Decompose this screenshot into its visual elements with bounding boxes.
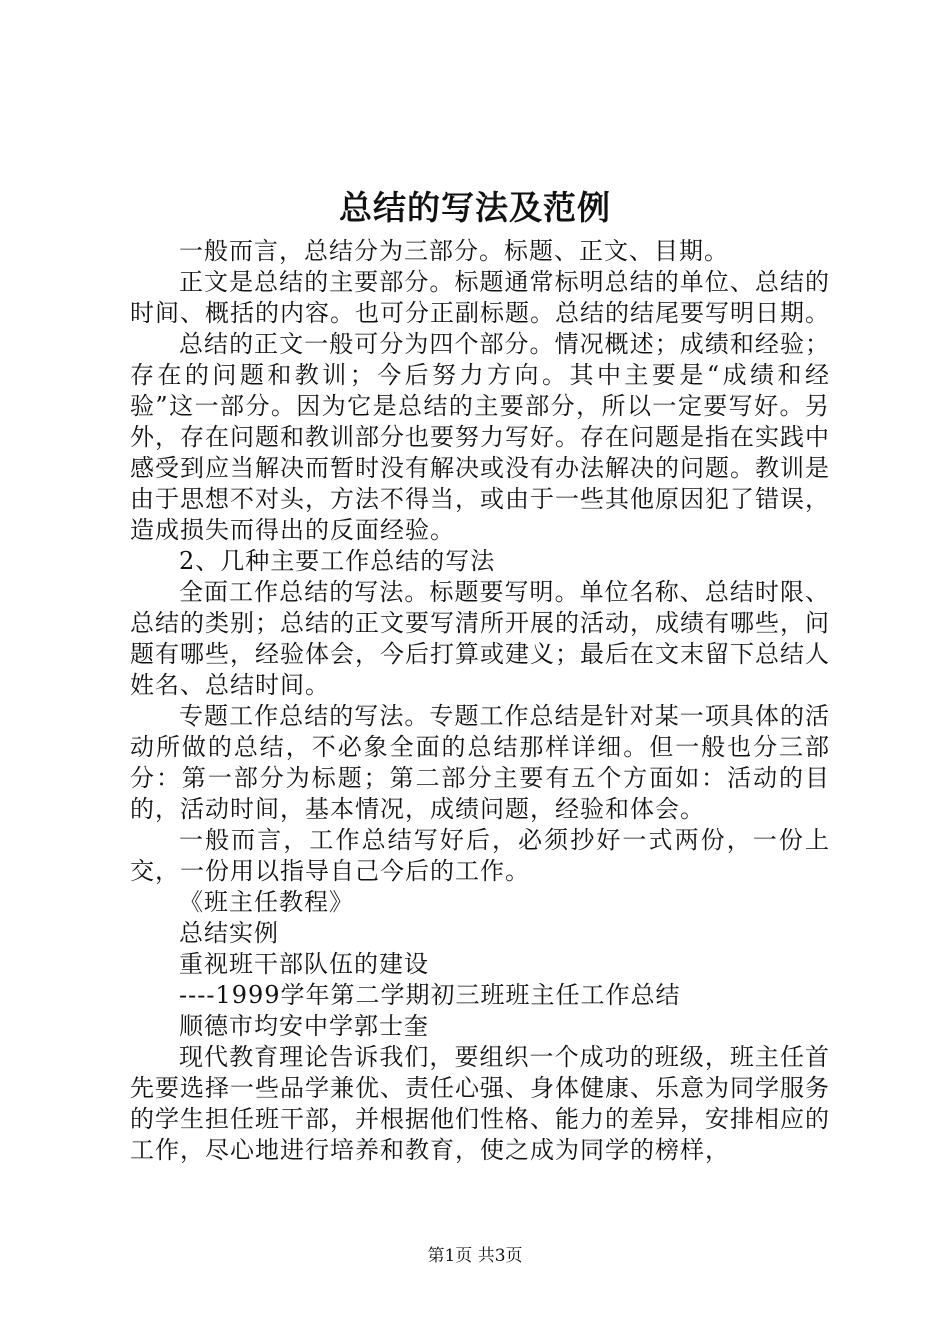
example-title: 重视班干部队伍的建设	[179, 950, 429, 978]
example-author: 顺德市均安中学郭士奎	[179, 1012, 429, 1040]
paragraph-intro: 一般而言，总结分为三部分。标题、正文、目期。	[179, 237, 729, 265]
section-heading: 2、几种主要工作总结的写法	[179, 547, 496, 575]
paragraph-example-body: 现代教育理论告诉我们，要组织一个成功的班级，班主任首先要选择一些品学兼优、责任心强、身体健康、乐意为同学服务的学生担任班干部，并根据他们性格、能力的差异，安排相应的工作，尽心地进行培养和教育，使之成为同学的榜样，	[130, 1043, 830, 1164]
paragraph-special-summary: 专题工作总结的写法。专题工作总结是针对某一项具体的活动所做的总结，不必象全面的总结那样详细。但一般也分三部分：第一部分为标题；第二部分主要有五个方面如：活动的目的，活动时间，基本情况，成绩问题，经验和体会。	[130, 702, 830, 823]
example-subtitle: ----1999学年第二学期初三班班主任工作总结	[179, 981, 681, 1009]
example-label: 总结实例	[179, 919, 279, 947]
paragraph-copies: 一般而言，工作总结写好后，必须抄好一式两份，一份上交，一份用以指导自己今后的工作。	[130, 826, 830, 885]
paragraph-four-parts: 总结的正文一般可分为四个部分。情况概述；成绩和经验；存在的问题和教训；今后努力方向。其中主要是“成绩和经验”这一部分。因为它是总结的主要部分，所以一定要写好。另外，存在问题和教训部分也要努力写好。存在问题是指在实践中感受到应当解决而暂时没有解决或没有办法解决的问题。教训是由于思想不对头，方法不得当，或由于一些其他原因犯了错误，造成损失而得出的反面经验。	[130, 330, 830, 544]
page-footer: 第1页 共3页	[427, 1246, 523, 1266]
paragraph-main-part: 正文是总结的主要部分。标题通常标明总结的单位、总结的时间、概括的内容。也可分正副标题。总结的结尾要写明日期。	[130, 268, 830, 327]
paragraph-comprehensive-summary: 全面工作总结的写法。标题要写明。单位名称、总结时限、总结的类别；总结的正文要写清所开展的活动，成绩有哪些，问题有哪些，经验体会，今后打算或建义；最后在文末留下总结人姓名、总结时间。	[130, 578, 830, 699]
document-title: 总结的写法及范例	[339, 188, 611, 227]
document-body	[130, 236, 830, 1166]
source-reference: 《班主任教程》	[179, 888, 354, 916]
